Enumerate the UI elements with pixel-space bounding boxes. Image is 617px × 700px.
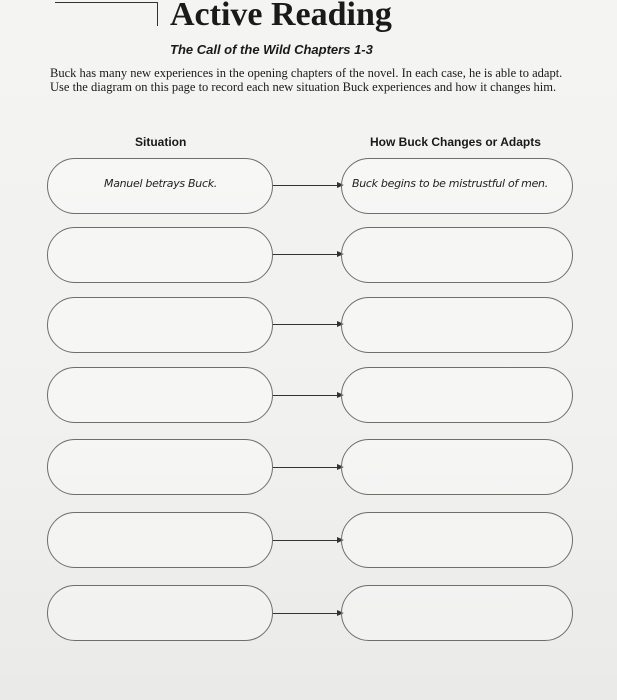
situation-entry: Manuel betrays Buck.	[104, 177, 217, 190]
header-rule	[55, 2, 158, 3]
page-title: Active Reading	[170, 0, 392, 33]
changes-column-header: How Buck Changes or Adapts	[370, 135, 541, 149]
page-subtitle: The Call of the Wild Chapters 1-3	[170, 42, 373, 57]
situation-box[interactable]	[47, 367, 273, 423]
change-entry: Buck begins to be mistrustful of men.	[352, 177, 548, 190]
change-box[interactable]	[341, 367, 573, 423]
row-arrow	[273, 254, 343, 255]
situation-box[interactable]	[47, 512, 273, 568]
header-rule-vertical	[157, 2, 158, 26]
row-arrow	[273, 324, 343, 325]
situation-box[interactable]	[47, 227, 273, 283]
instructions-text: Buck has many new experiences in the opening chapters of the novel. In each case, he is able to adapt. Use the diagram on this page to record each new situation Buck experiences and how it changes him.	[50, 66, 563, 94]
change-box[interactable]	[341, 227, 573, 283]
row-arrow	[273, 540, 343, 541]
change-box[interactable]	[341, 158, 573, 214]
situation-column-header: Situation	[135, 135, 187, 149]
change-box[interactable]	[341, 439, 573, 495]
change-box[interactable]	[341, 512, 573, 568]
row-arrow	[273, 185, 343, 186]
row-arrow	[273, 467, 343, 468]
row-arrow	[273, 613, 343, 614]
situation-box[interactable]	[47, 297, 273, 353]
situation-box[interactable]	[47, 439, 273, 495]
situation-box[interactable]	[47, 158, 273, 214]
situation-box[interactable]	[47, 585, 273, 641]
change-box[interactable]	[341, 297, 573, 353]
change-box[interactable]	[341, 585, 573, 641]
row-arrow	[273, 395, 343, 396]
